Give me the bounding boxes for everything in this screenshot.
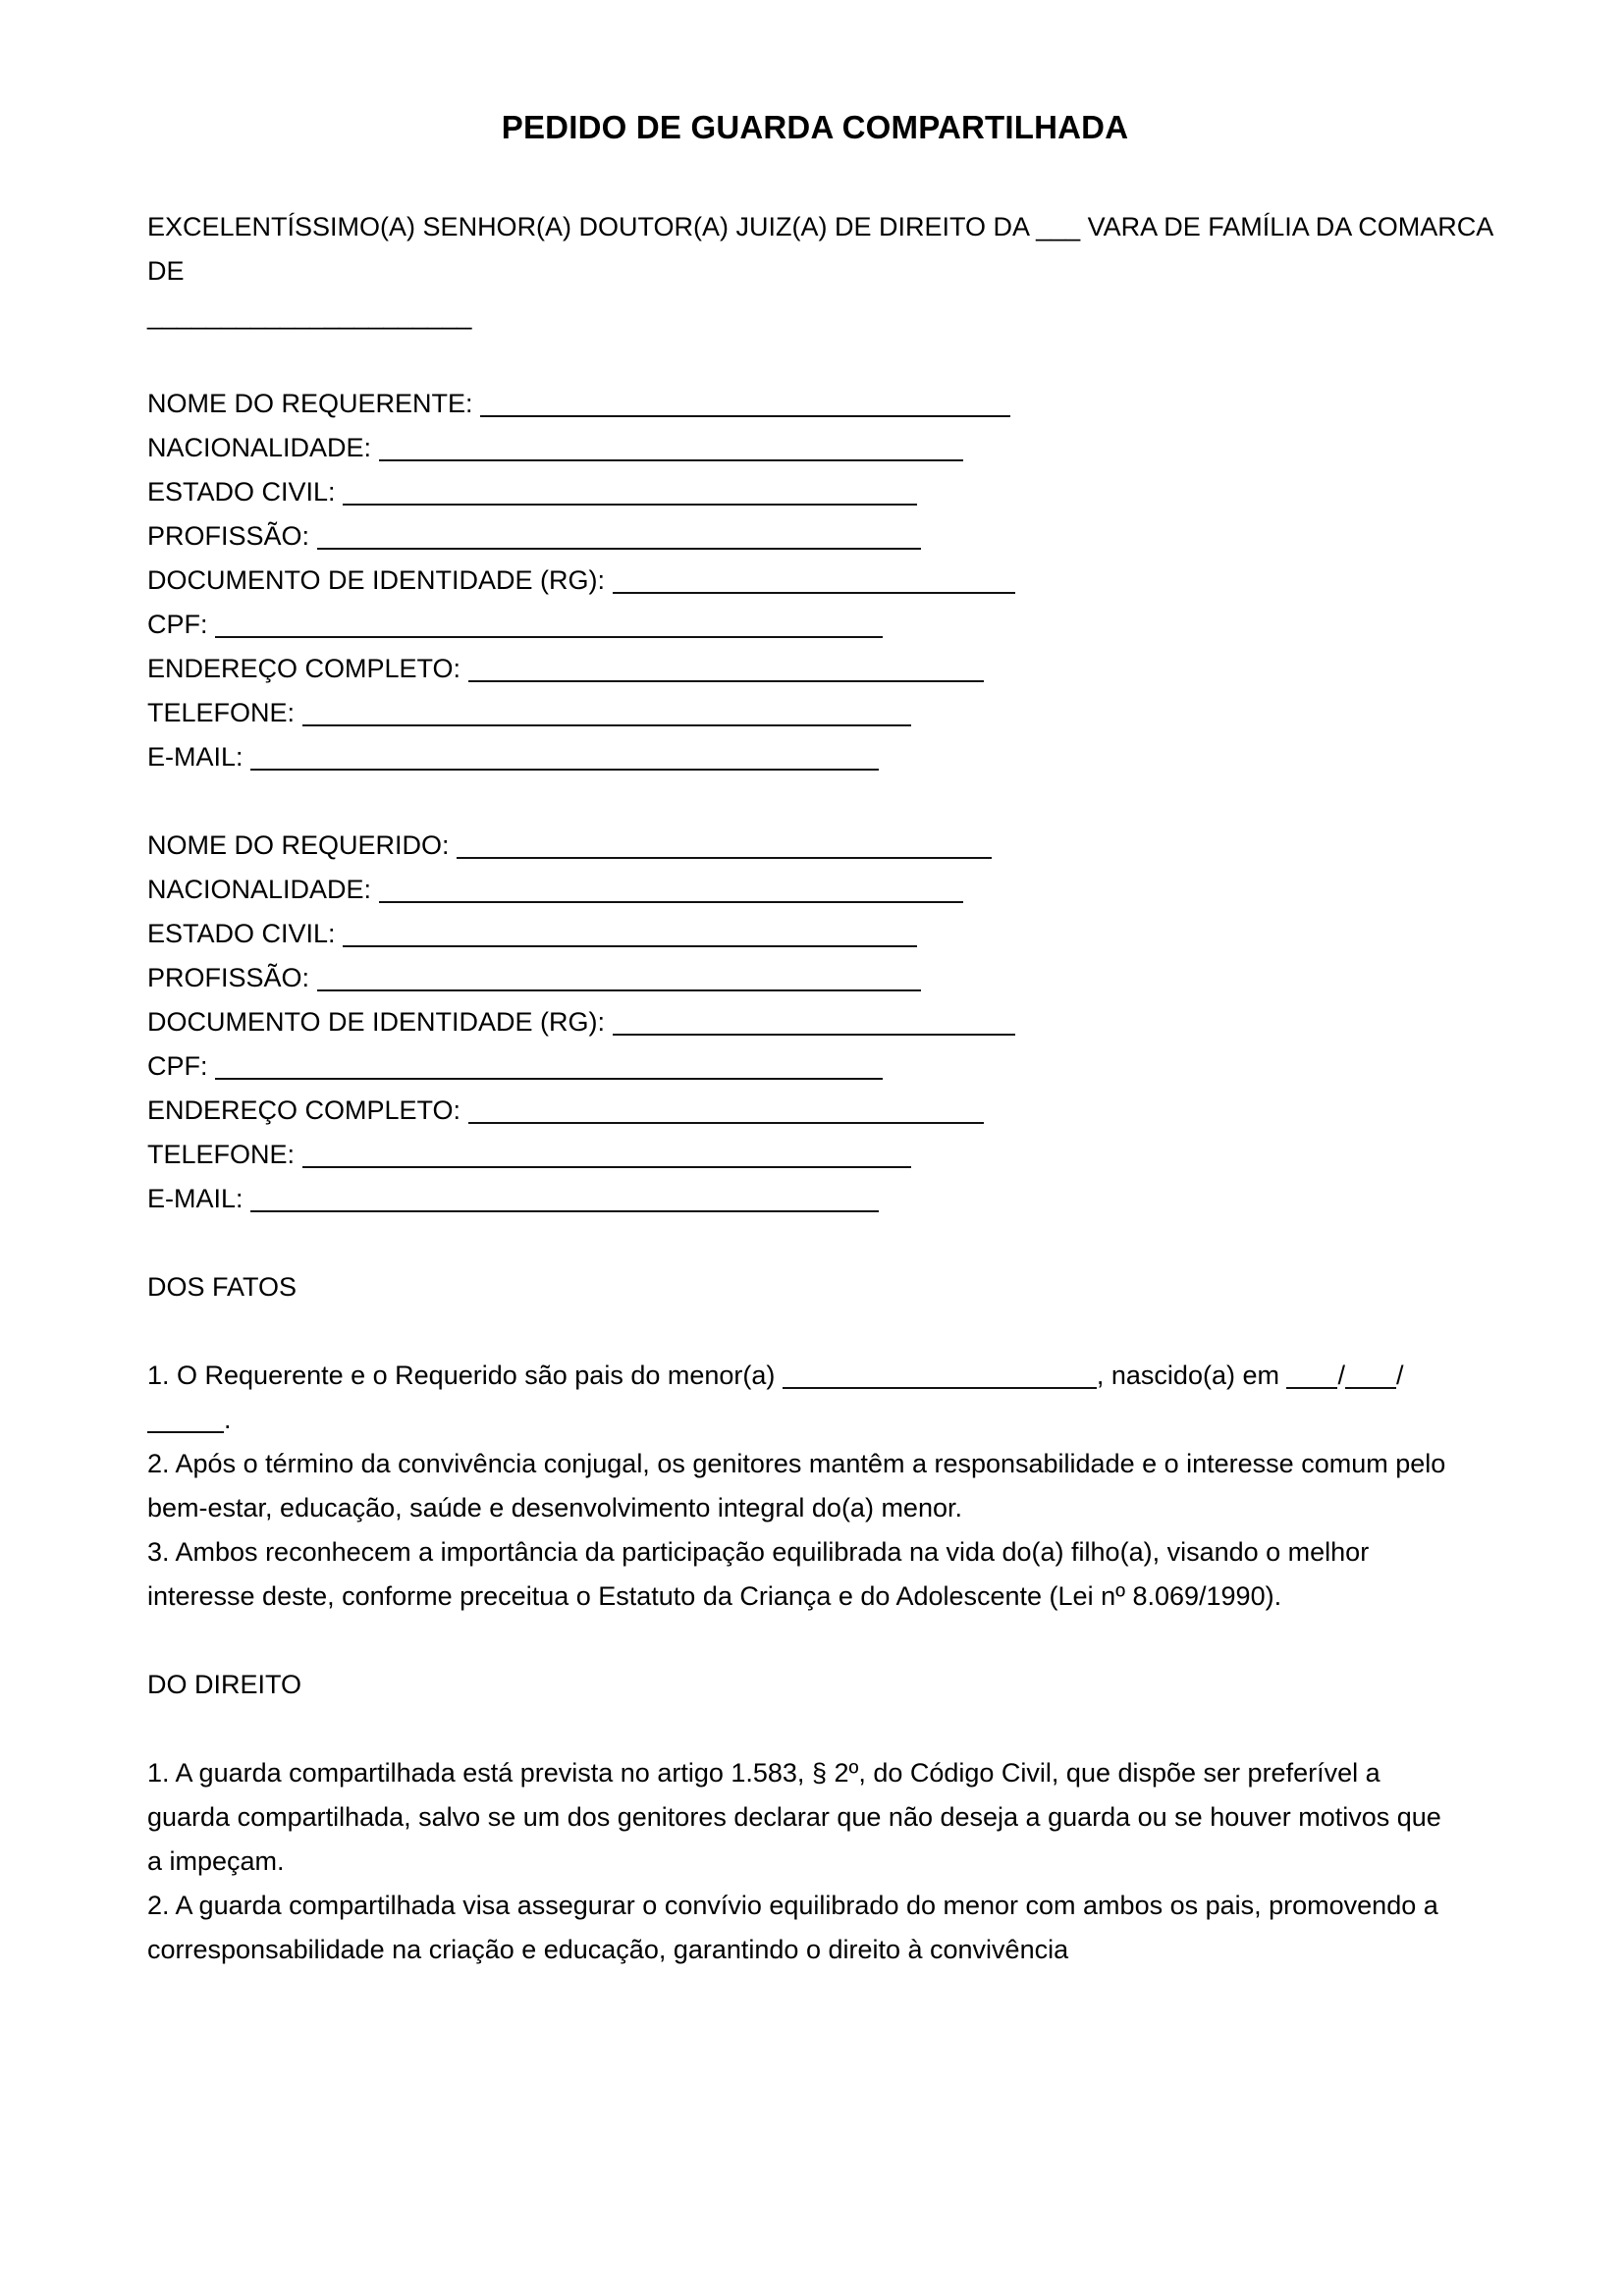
requerido-field-profissao — [147, 956, 1483, 1000]
birth-year-blank-rule[interactable] — [147, 1431, 224, 1433]
field-label: NOME DO REQUERENTE: — [147, 388, 473, 418]
paragraph-text-after: , nascido(a) em — [1096, 1360, 1287, 1390]
section-heading-spacer — [147, 1707, 1483, 1751]
court-number-blank: ___ — [1036, 211, 1081, 241]
field-label: PROFISSÃO: — [147, 520, 310, 551]
requerente-field-documento-de-identidade-rg — [147, 559, 1483, 603]
section-spacer — [147, 1619, 1483, 1663]
field-label: NACIONALIDADE: — [147, 432, 372, 462]
field-blank-rule[interactable] — [343, 504, 917, 506]
requerido-field-e-mail — [147, 1177, 1483, 1221]
birth-month-blank-rule[interactable] — [1345, 1387, 1396, 1389]
requerente-field-cpf — [147, 603, 1483, 647]
requerido-field-endereco-completo — [147, 1089, 1483, 1133]
paragraph-direito-1: 1. A guarda compartilhada está prevista no artigo 1.583, § 2º, do Código Civil, que dispõe ser preferível a guarda compartilhada, salvo se um dos genitores declarar que não deseja a guarda ou se houver motivos que a impeçam. — [147, 1757, 1441, 1876]
court-addressee-line — [147, 205, 1502, 294]
field-label: PROFISSÃO: — [147, 962, 310, 992]
field-label: ENDEREÇO COMPLETO: — [147, 1095, 461, 1125]
section-heading-do-direito: DO DIREITO — [147, 1669, 302, 1699]
requerido-field-block — [147, 824, 1483, 1221]
field-blank-rule[interactable] — [215, 636, 883, 638]
field-label: E-MAIL: — [147, 1183, 244, 1213]
field-label: NACIONALIDADE: — [147, 874, 372, 904]
field-label: CPF: — [147, 609, 208, 639]
paragraph-direito-2: 2. A guarda compartilhada visa assegurar o convívio equilibrado do menor com ambos os pais, promovendo a corresponsabilidade na criação e educação, garantindo o direito à convivência — [147, 1890, 1438, 1964]
field-label: DOCUMENTO DE IDENTIDADE (RG): — [147, 564, 606, 595]
field-blank-rule[interactable] — [379, 901, 963, 903]
section-heading-dos-fatos: DOS FATOS — [147, 1271, 298, 1302]
field-blank-rule[interactable] — [250, 769, 879, 771]
spacer-before-sections — [147, 1221, 1483, 1265]
section-heading-spacer — [147, 1309, 1483, 1354]
field-label: DOCUMENTO DE IDENTIDADE (RG): — [147, 1006, 606, 1037]
field-label: TELEFONE: — [147, 1139, 296, 1169]
date-separator: / — [1395, 1360, 1404, 1390]
requerente-field-nome-do-requerente — [147, 382, 1483, 426]
spacer-after-heading — [147, 338, 1483, 382]
document-sections — [147, 1265, 1483, 1972]
minor-name-blank-rule[interactable] — [783, 1387, 1097, 1389]
requerente-field-nacionalidade — [147, 426, 1483, 470]
comarca-blank: ______________________ — [147, 299, 472, 330]
field-label: TELEFONE: — [147, 697, 296, 727]
field-label: E-MAIL: — [147, 741, 244, 772]
field-label: ENDEREÇO COMPLETO: — [147, 653, 461, 683]
paragraph-fatos-1 — [147, 1354, 1453, 1442]
requerido-field-telefone — [147, 1133, 1483, 1177]
requerente-field-e-mail — [147, 735, 1483, 779]
spacer-between-parties — [147, 779, 1483, 824]
field-blank-rule[interactable] — [379, 459, 963, 461]
court-addressee-suffix: VARA DE FAMÍLIA DA COMARCA DE — [147, 211, 1492, 286]
field-label: NOME DO REQUERIDO: — [147, 829, 450, 860]
date-separator: / — [1337, 1360, 1345, 1390]
requerido-field-nome-do-requerido — [147, 824, 1483, 868]
field-blank-rule[interactable] — [317, 989, 921, 991]
requerente-field-block — [147, 382, 1483, 779]
field-blank-rule[interactable] — [613, 592, 1015, 594]
paragraph-text-before: 1. O Requerente e o Requerido são pais do menor(a) — [147, 1360, 783, 1390]
field-label: ESTADO CIVIL: — [147, 476, 336, 507]
field-blank-rule[interactable] — [468, 1122, 984, 1124]
field-blank-rule[interactable] — [480, 415, 1010, 417]
paragraph-fatos-2: 2. Após o término da convivência conjugal, os genitores mantêm a responsabilidade e o interesse comum pelo bem-estar, educação, saúde e desenvolvimento integral do(a) menor. — [147, 1448, 1446, 1522]
field-label: CPF: — [147, 1050, 208, 1081]
requerente-field-telefone — [147, 691, 1483, 735]
field-blank-rule[interactable] — [468, 680, 984, 682]
page-title: PEDIDO DE GUARDA COMPARTILHADA — [501, 109, 1129, 145]
requerido-field-estado-civil — [147, 912, 1483, 956]
field-blank-rule[interactable] — [343, 945, 917, 947]
court-addressee-prefix: EXCELENTÍSSIMO(A) SENHOR(A) DOUTOR(A) JUIZ(A) DE DIREITO DA — [147, 211, 1037, 241]
requerente-field-profissao — [147, 514, 1483, 559]
requerido-field-documento-de-identidade-rg — [147, 1000, 1483, 1044]
paragraph-text-end: . — [224, 1404, 232, 1434]
requerente-field-endereco-completo — [147, 647, 1483, 691]
paragraph-fatos-3: 3. Ambos reconhecem a importância da participação equilibrada na vida do(a) filho(a), visando o melhor interesse deste, conforme preceitua o Estatuto da Criança e do Adolescente (Lei nº 8.069/1990). — [147, 1536, 1370, 1611]
comarca-blank-line — [147, 294, 1483, 338]
requerido-field-nacionalidade — [147, 868, 1483, 912]
document-body — [147, 106, 1492, 1972]
field-blank-rule[interactable] — [457, 857, 992, 859]
field-label: ESTADO CIVIL: — [147, 918, 336, 948]
birth-day-blank-rule[interactable] — [1286, 1387, 1337, 1389]
requerido-field-cpf — [147, 1044, 1483, 1089]
field-blank-rule[interactable] — [317, 548, 921, 550]
field-blank-rule[interactable] — [215, 1078, 883, 1080]
field-blank-rule[interactable] — [302, 724, 911, 726]
requerente-field-estado-civil — [147, 470, 1483, 514]
title-spacer — [147, 150, 1483, 205]
field-blank-rule[interactable] — [302, 1166, 911, 1168]
field-blank-rule[interactable] — [613, 1034, 1015, 1036]
field-blank-rule[interactable] — [250, 1210, 879, 1212]
